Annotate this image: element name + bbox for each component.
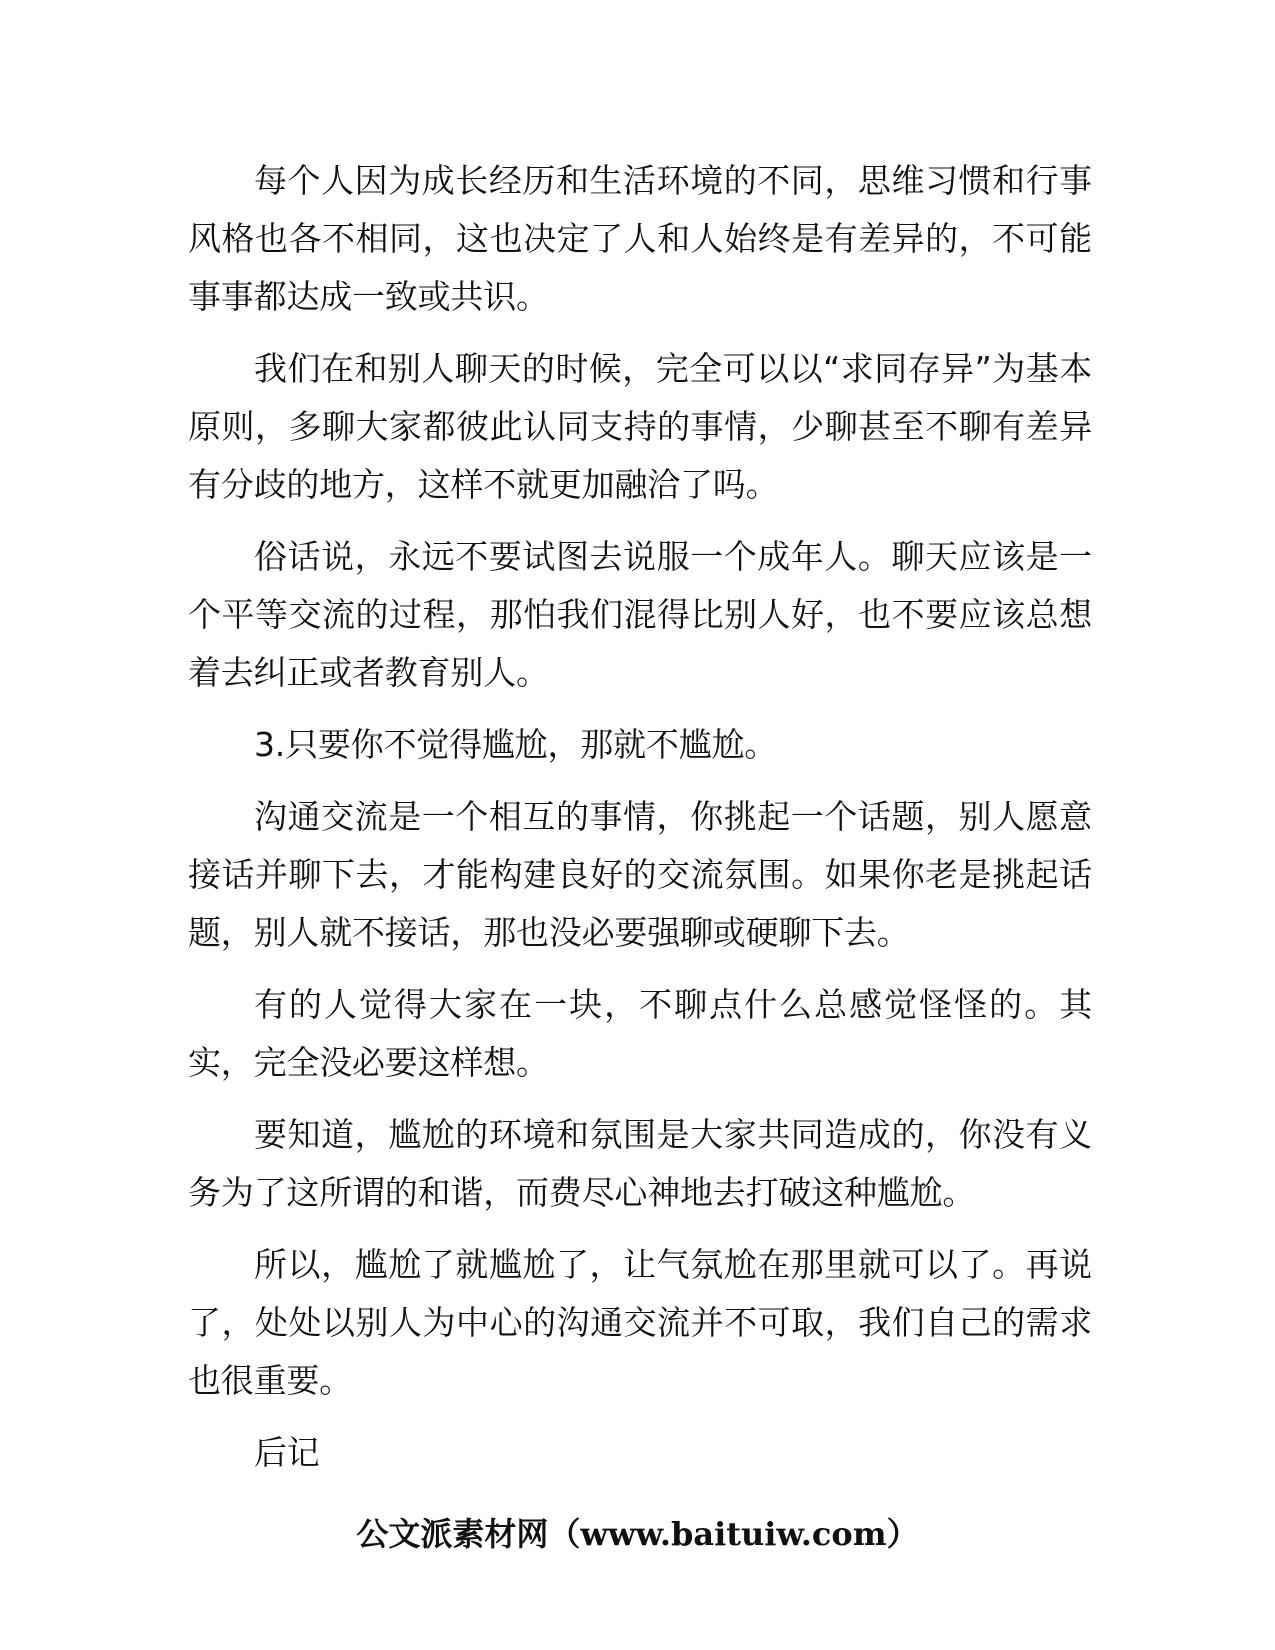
paragraph-8: 所以，尴尬了就尴尬了，让气氛尬在那里就可以了。再说了，处处以别人为中心的沟通交流并不可取，我们自己的需求也很重要。 (188, 1245, 1092, 1400)
paragraph-6: 有的人觉得大家在一块，不聊点什么总感觉怪怪的。其实，完全没必要这样想。 (188, 985, 1092, 1082)
paragraph-5: 沟通交流是一个相互的事情，你挑起一个话题，别人愿意接话并聊下去，才能构建良好的交流氛围。如果你老是挑起话题，别人就不接话，那也没必要强聊或硬聊下去。 (188, 797, 1092, 952)
page-footer: 公文派素材网（www.baituiw.com） (356, 1515, 919, 1553)
paragraph-2: 我们在和别人聊天的时候，完全可以以“求同存异”为基本原则，多聊大家都彼此认同支持的事情，少聊甚至不聊有差异有分歧的地方，这样不就更加融洽了吗。 (188, 349, 1092, 504)
section-heading-3: 3.只要你不觉得尴尬，那就不尴尬。 (254, 725, 778, 764)
paragraph-1: 每个人因为成长经历和生活环境的不同，思维习惯和行事风格也各不相同，这也决定了人和人始终是有差异的，不可能事事都达成一致或共识。 (188, 161, 1092, 316)
paragraph-3: 俗话说，永远不要试图去说服一个成年人。聊天应该是一个平等交流的过程，那怕我们混得比别人好，也不要应该总想着去纠正或者教育别人。 (188, 537, 1092, 692)
paragraph-7: 要知道，尴尬的环境和氛围是大家共同造成的，你没有义务为了这所谓的和谐，而费尽心神地去打破这种尴尬。 (188, 1115, 1092, 1212)
document-body (188, 152, 1092, 1496)
afterword-heading: 后记 (254, 1433, 320, 1472)
